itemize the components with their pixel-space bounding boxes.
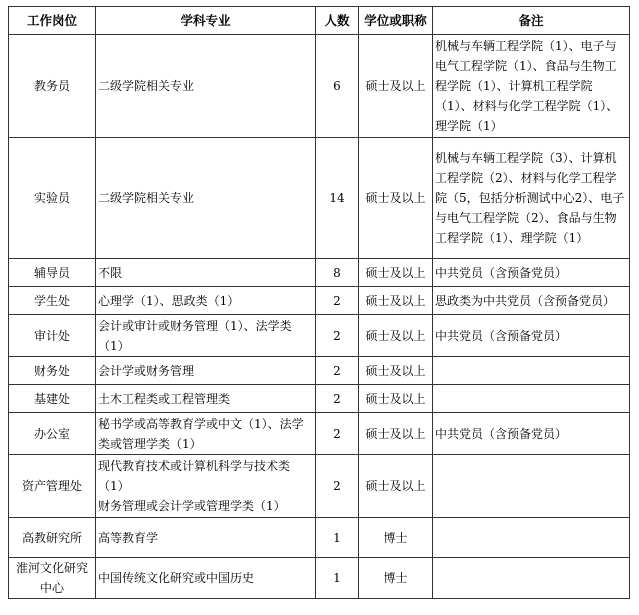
cell-remark: 中共党员（含预备党员） [433, 259, 630, 287]
cell-degree: 硕士及以上 [359, 413, 433, 455]
cell-degree: 硕士及以上 [359, 259, 433, 287]
cell-count: 2 [316, 287, 359, 315]
cell-position: 学生处 [9, 287, 96, 315]
cell-major: 会计或审计或财务管理（1）、法学类（1） [96, 315, 316, 357]
recruitment-table [8, 6, 630, 599]
cell-major: 会计学或财务管理 [96, 357, 316, 385]
header-remark: 备注 [433, 7, 630, 35]
cell-remark [433, 455, 630, 518]
cell-remark [433, 385, 630, 413]
header-count: 人数 [316, 7, 359, 35]
cell-major: 心理学（1）、思政类（1） [96, 287, 316, 315]
cell-degree: 硕士及以上 [359, 315, 433, 357]
table-row [9, 287, 630, 315]
cell-remark: 思政类为中共党员（含预备党员） [433, 287, 630, 315]
cell-position: 资产管理处 [9, 455, 96, 518]
cell-remark: 机械与车辆工程学院（3）、计算机工程学院（2）、材料与化学工程学院（5，包括分析测试中心2）、电子与电气工程学院（2）、食品与生物工程学院（1）、理学院（1） [433, 138, 630, 259]
cell-position: 办公室 [9, 413, 96, 455]
cell-major: 中国传统文化研究或中国历史 [96, 558, 316, 599]
cell-degree: 硕士及以上 [359, 385, 433, 413]
cell-count: 2 [316, 315, 359, 357]
table-row [9, 357, 630, 385]
table-row [9, 455, 630, 518]
cell-major: 二级学院相关专业 [96, 138, 316, 259]
cell-major: 秘书学或高等教育学或中文（1）、法学类或管理学类（1） [96, 413, 316, 455]
cell-position: 淮河文化研究中心 [9, 558, 96, 599]
cell-count: 14 [316, 138, 359, 259]
cell-degree: 硕士及以上 [359, 35, 433, 138]
cell-major: 土木工程类或工程管理类 [96, 385, 316, 413]
table-row [9, 138, 630, 259]
table-row [9, 413, 630, 455]
cell-count: 1 [316, 518, 359, 558]
cell-remark: 中共党员（含预备党员） [433, 315, 630, 357]
header-degree: 学位或职称 [359, 7, 433, 35]
major-line: 财务管理或会计学或管理学类（1） [98, 499, 286, 513]
table-row [9, 315, 630, 357]
header-major: 学科专业 [96, 7, 316, 35]
cell-count: 2 [316, 455, 359, 518]
cell-count: 2 [316, 413, 359, 455]
cell-count: 8 [316, 259, 359, 287]
cell-count: 2 [316, 385, 359, 413]
cell-degree: 硕士及以上 [359, 357, 433, 385]
cell-major: 不限 [96, 259, 316, 287]
cell-position: 高教研究所 [9, 518, 96, 558]
cell-position: 辅导员 [9, 259, 96, 287]
table-row [9, 385, 630, 413]
cell-count: 1 [316, 558, 359, 599]
cell-position: 教务员 [9, 35, 96, 138]
cell-degree: 硕士及以上 [359, 287, 433, 315]
major-line: 现代教育技术或计算机科学与技术类（1） [98, 459, 291, 493]
cell-position: 财务处 [9, 357, 96, 385]
cell-remark [433, 357, 630, 385]
cell-major [96, 455, 316, 518]
cell-remark: 中共党员（含预备党员） [433, 413, 630, 455]
cell-position: 实验员 [9, 138, 96, 259]
cell-remark: 机械与车辆工程学院（1）、电子与电气工程学院（1）、食品与生物工程学院（1）、计算机工程学院（1）、材料与化学工程学院（1）、理学院（1） [433, 35, 630, 138]
cell-major: 二级学院相关专业 [96, 35, 316, 138]
cell-position: 审计处 [9, 315, 96, 357]
cell-degree: 博士 [359, 558, 433, 599]
header-position: 工作岗位 [9, 7, 96, 35]
table-row [9, 518, 630, 558]
cell-remark [433, 518, 630, 558]
cell-count: 2 [316, 357, 359, 385]
cell-position: 基建处 [9, 385, 96, 413]
cell-major: 高等教育学 [96, 518, 316, 558]
cell-degree: 博士 [359, 518, 433, 558]
cell-degree: 硕士及以上 [359, 138, 433, 259]
table-row [9, 35, 630, 138]
cell-degree: 硕士及以上 [359, 455, 433, 518]
table-row [9, 259, 630, 287]
cell-remark [433, 558, 630, 599]
header-row [9, 7, 630, 35]
cell-count: 6 [316, 35, 359, 138]
table-row [9, 558, 630, 599]
